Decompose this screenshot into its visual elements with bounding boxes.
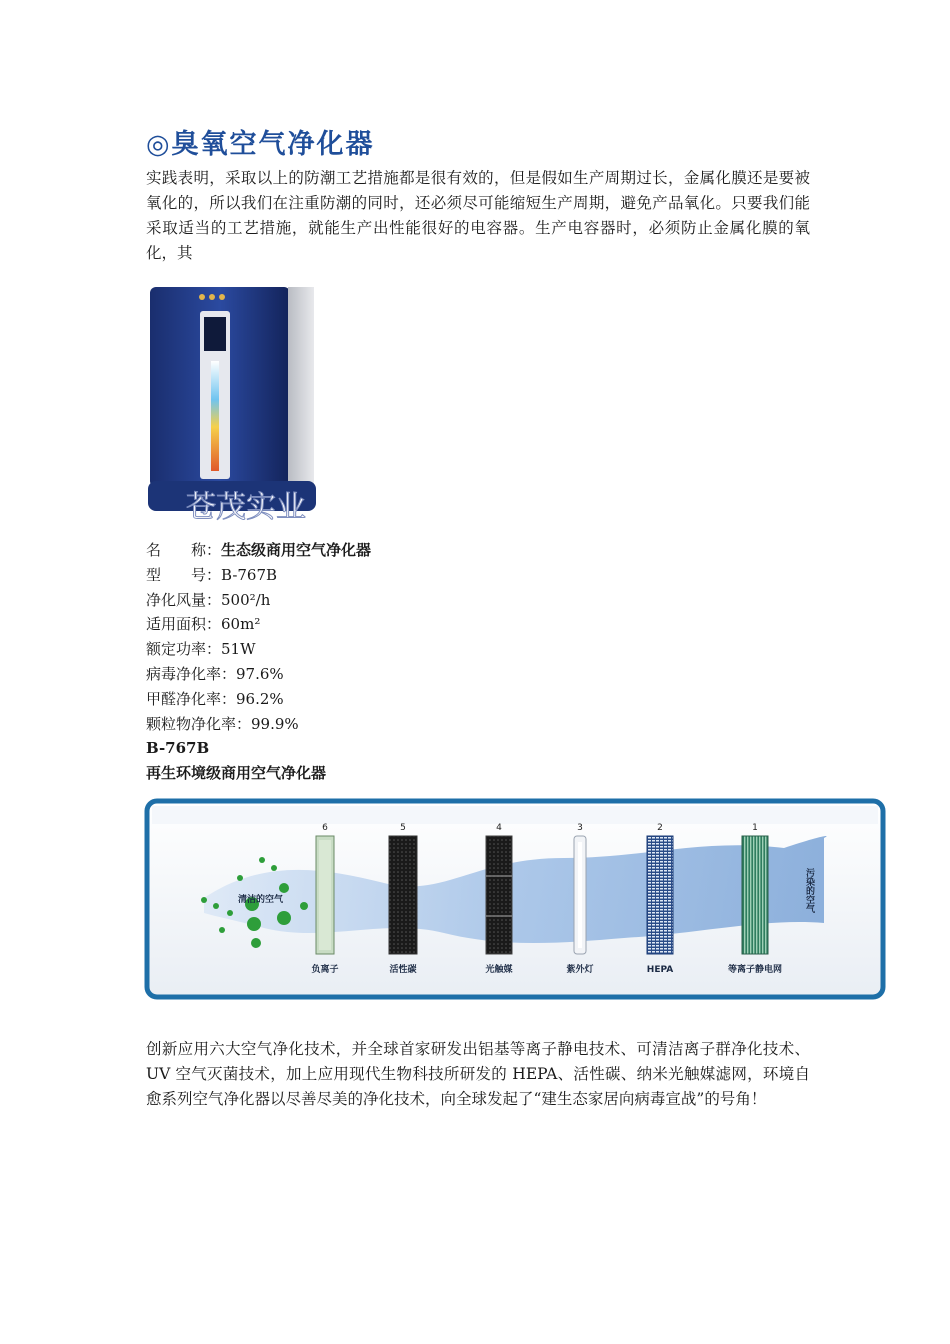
stage-label-2: HEPA	[646, 965, 674, 975]
spec-row-airflow	[146, 588, 371, 613]
spec-value: B-767B	[221, 565, 278, 584]
spec-label: 型 号：	[146, 565, 222, 584]
spec-row-name	[146, 538, 371, 563]
stage-num-1: 1	[752, 823, 758, 833]
page-title: ◎臭氧空气净化器	[146, 129, 375, 160]
spec-label: 甲醛净化率：	[146, 689, 237, 708]
stage-label-1: 等离子静电网	[727, 965, 783, 975]
clean-air-label: 清洁的空气	[238, 895, 284, 905]
spec-value: 96.2%	[236, 689, 284, 708]
stage-num-6: 6	[322, 823, 328, 833]
product-heading: 再生环境级商用空气净化器	[146, 764, 327, 783]
spec-value: 500²/h	[221, 590, 271, 609]
stage-label-5: 活性碳	[389, 965, 417, 975]
spec-label: 适用面积：	[146, 615, 222, 634]
stage-num-4: 4	[496, 823, 502, 833]
spec-label: 病毒净化率：	[146, 664, 237, 683]
filtration-diagram	[144, 798, 886, 1000]
dirty-air-label: 污染的空气	[804, 868, 814, 913]
stage-num-3: 3	[577, 823, 583, 833]
spec-list	[146, 538, 371, 786]
spec-label: 净化风量：	[146, 590, 222, 609]
stage-label-6: 负离子	[311, 965, 339, 975]
spec-row-power	[146, 637, 371, 662]
spec-value: 60m²	[221, 615, 261, 634]
stage-label-4: 光触媒	[485, 965, 513, 975]
intro-paragraph: 实践表明，采取以上的防潮工艺措施都是很有效的，但是假如生产周期过长，金属化膜还是要被氧化的，所以我们在注重防潮的同时，还必须尽可能缩短生产周期，避免产品氧化。只要我们能采取适当的工艺措施，就能生产出性能很好的电容器。生产电容器时，必须防止金属化膜的氧化，其	[146, 169, 810, 262]
spec-value: 51W	[221, 640, 256, 659]
watermark-text: 苍茂实业	[186, 490, 306, 524]
spec-value: 97.6%	[236, 664, 284, 683]
air-purifier-product-image	[146, 281, 318, 524]
spec-label: 颗粒物净化率：	[146, 714, 252, 733]
model-heading: B-767B	[146, 739, 210, 758]
spec-label: 名 称：	[146, 541, 222, 559]
stage-num-5: 5	[400, 823, 406, 833]
closing-paragraph: 创新应用六大空气净化技术，并全球首家研发出铝基等离子静电技术、可清洁离子群净化技术、UV 空气灭菌技术，加上应用现代生物科技所研发的 HEPA、活性碳、纳米光触媒滤网，环境自愈系列空气净化器以尽善尽美的净化技术，向全球发起了“建生态家居向病毒宣战”的号角！	[146, 1040, 810, 1108]
spec-row-model	[146, 563, 371, 588]
spec-row-particle	[146, 712, 371, 737]
spec-row-formaldehyde	[146, 687, 371, 712]
spec-row-virus	[146, 662, 371, 687]
stage-label-3: 紫外灯	[566, 965, 594, 975]
spec-value: 99.9%	[251, 714, 299, 733]
spec-label: 额定功率：	[146, 640, 222, 659]
stage-num-2: 2	[657, 823, 663, 833]
spec-row-area	[146, 612, 371, 637]
spec-value: 生态级商用空气净化器	[221, 541, 372, 559]
